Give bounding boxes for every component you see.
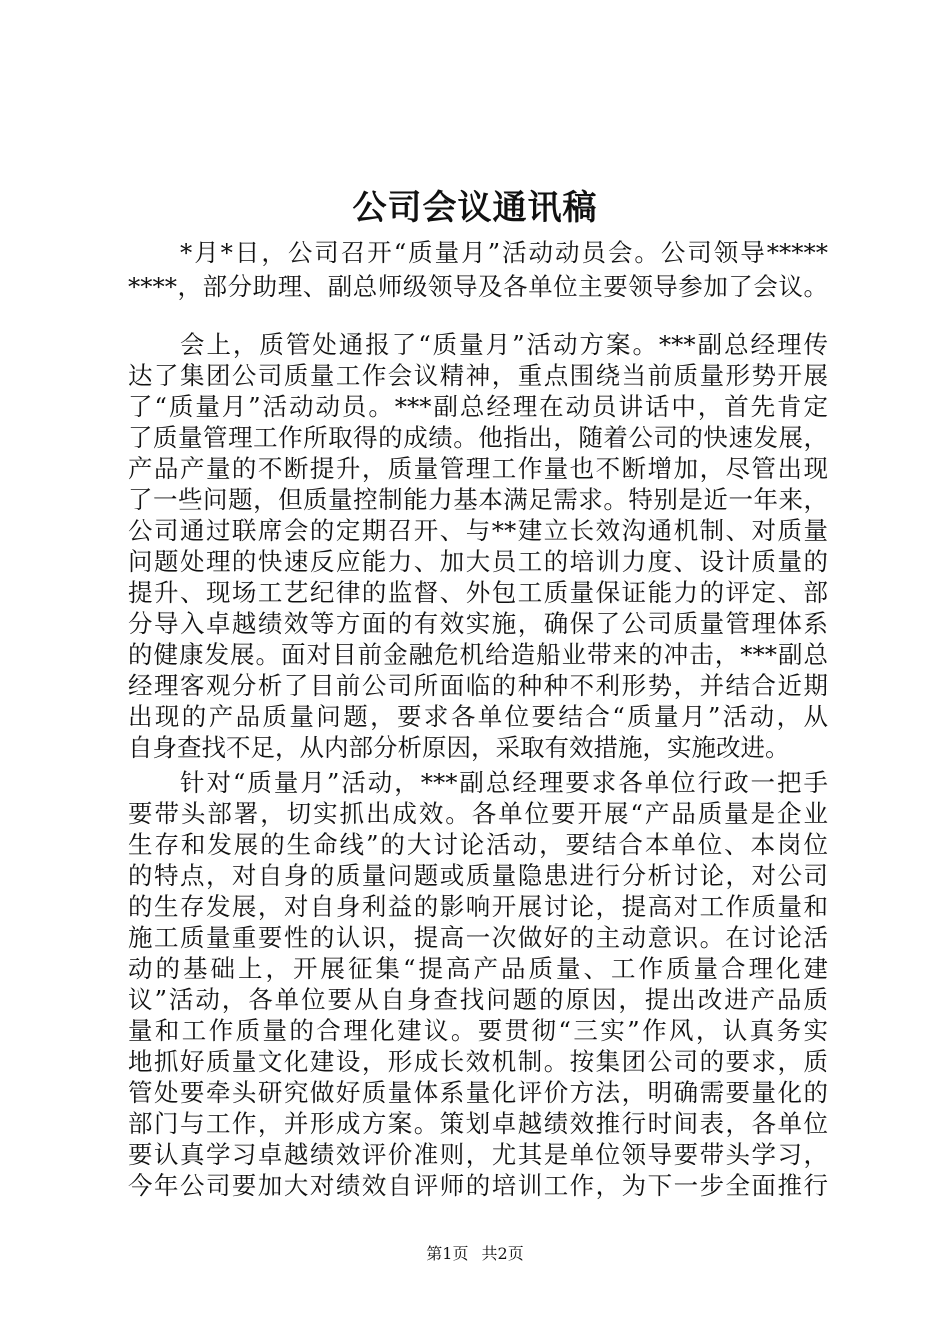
paragraph-3-line-6: 施工质量重要性的认识，提高一次做好的主动意识。在讨论活 — [128, 923, 828, 952]
page-number-current: 第1页 — [426, 1244, 469, 1263]
paragraph-2-line-8: 问题处理的快速反应能力、加大员工的培训力度、设计质量的 — [128, 547, 828, 576]
paragraph-3-line-1: 针对“质量月”活动，***副总经理要求各单位行政一把手 — [180, 768, 828, 797]
document-title: 公司会议通讯稿 — [352, 188, 598, 228]
page-footer — [0, 1243, 950, 1265]
paragraph-3-line-4: 的特点，对自身的质量问题或质量隐患进行分析讨论，对公司 — [128, 861, 828, 890]
paragraph-3-line-8: 议”活动，各单位要从自身查找问题的原因，提出改进产品质 — [128, 985, 828, 1014]
paragraph-1-line-2: ****，部分助理、副总师级领导及各单位主要领导参加了会议。 — [128, 272, 828, 301]
page-number-total: 共2页 — [481, 1244, 524, 1263]
paragraph-3-line-11: 管处要牵头研究做好质量体系量化评价方法，明确需要量化的 — [128, 1078, 828, 1107]
paragraph-3-line-5: 的生存发展，对自身利益的影响开展讨论，提高对工作质量和 — [128, 892, 828, 921]
paragraph-2-line-5: 产品产量的不断提升，质量管理工作量也不断增加，尽管出现 — [128, 454, 828, 483]
paragraph-1-line-1: *月*日，公司召开“质量月”活动动员会。公司领导***** — [180, 238, 828, 267]
paragraph-2-line-13: 出现的产品质量问题，要求各单位要结合“质量月”活动，从 — [128, 702, 828, 731]
paragraph-3-line-9: 量和工作质量的合理化建议。要贯彻“三实”作风，认真务实 — [128, 1016, 828, 1045]
paragraph-3-line-10: 地抓好质量文化建设，形成长效机制。按集团公司的要求，质 — [128, 1047, 828, 1076]
paragraph-2-line-2: 达了集团公司质量工作会议精神，重点围绕当前质量形势开展 — [128, 361, 828, 390]
paragraph-3-line-12: 部门与工作，并形成方案。策划卓越绩效推行时间表，各单位 — [128, 1109, 828, 1138]
paragraph-3-line-2: 要带头部署，切实抓出成效。各单位要开展“产品质量是企业 — [128, 799, 828, 828]
paragraph-2-line-1: 会上，质管处通报了“质量月”活动方案。***副总经理传 — [180, 330, 828, 359]
paragraph-2-line-9: 提升、现场工艺纪律的监督、外包工质量保证能力的评定、部 — [128, 578, 828, 607]
paragraph-2-line-14: 自身查找不足，从内部分析原因，采取有效措施，实施改进。 — [128, 733, 790, 762]
paragraph-3-line-3: 生存和发展的生命线”的大讨论活动，要结合本单位、本岗位 — [128, 830, 828, 859]
paragraph-2-line-7: 公司通过联席会的定期召开、与**建立长效沟通机制、对质量 — [128, 516, 828, 545]
paragraph-2-line-3: 了“质量月”活动动员。***副总经理在动员讲话中，首先肯定 — [128, 392, 828, 421]
paragraph-2-line-10: 分导入卓越绩效等方面的有效实施，确保了公司质量管理体系 — [128, 609, 828, 638]
paragraph-3-line-13: 要认真学习卓越绩效评价准则，尤其是单位领导要带头学习， — [128, 1140, 828, 1169]
paragraph-2-line-11: 的健康发展。面对目前金融危机给造船业带来的冲击，***副总 — [128, 640, 828, 669]
paragraph-3-line-14: 今年公司要加大对绩效自评师的培训工作，为下一步全面推行 — [128, 1171, 828, 1200]
paragraph-2-line-6: 了一些问题，但质量控制能力基本满足需求。特别是近一年来， — [128, 485, 828, 514]
paragraph-2-line-4: 了质量管理工作所取得的成绩。他指出，随着公司的快速发展， — [128, 423, 828, 452]
paragraph-2-line-12: 经理客观分析了目前公司所面临的种种不利形势，并结合近期 — [128, 671, 828, 700]
paragraph-3-line-7: 动的基础上，开展征集“提高产品质量、工作质量合理化建 — [128, 954, 828, 983]
